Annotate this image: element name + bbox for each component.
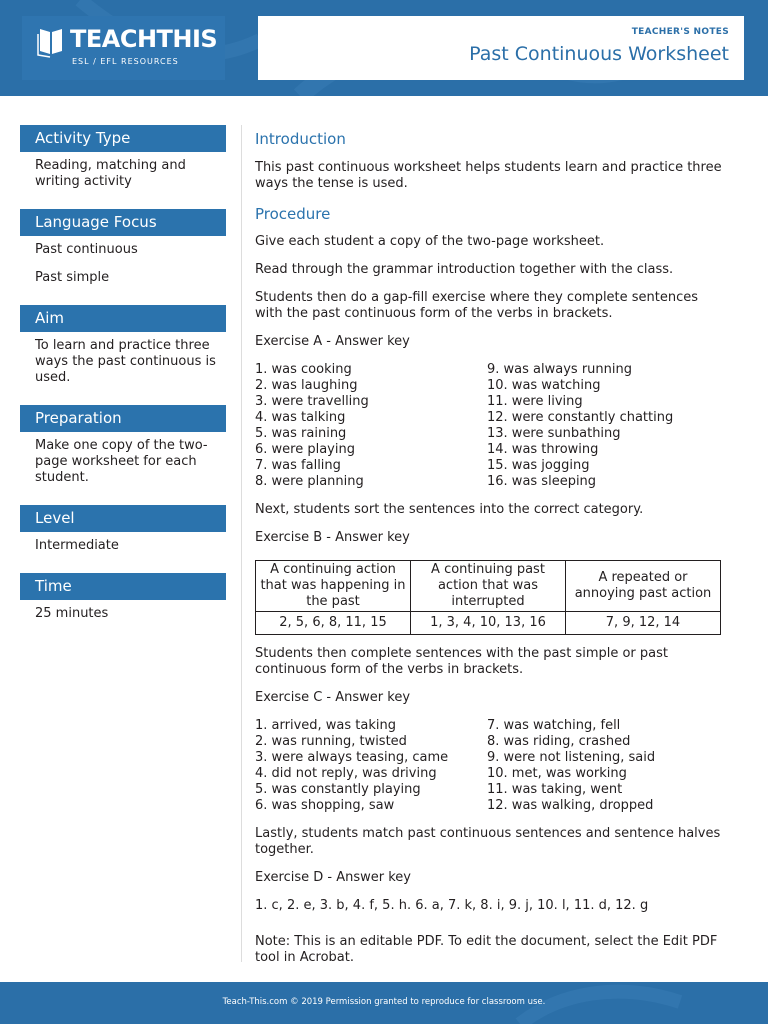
list-item: 3. were always teasing, came xyxy=(255,750,449,765)
table-header-cell: A repeated or annoying past action xyxy=(566,561,721,612)
list-item: 8. were planning xyxy=(255,474,364,489)
list-item: 5. was raining xyxy=(255,426,347,441)
exercise-d-label: Exercise D - Answer key xyxy=(255,870,411,885)
teachers-notes-label: TEACHER'S NOTES xyxy=(631,27,729,37)
list-item: 12. was walking, dropped xyxy=(487,798,654,813)
page-footer xyxy=(0,982,768,1024)
language-focus-item: Past continuous xyxy=(35,242,138,257)
editable-pdf-note: Note: This is an editable PDF. To edit the document, select the Edit PDF tool in Acrobat. xyxy=(255,934,718,965)
logo-subtitle: ESL / EFL RESOURCES xyxy=(72,57,179,66)
table-cell: 1, 3, 4, 10, 13, 16 xyxy=(411,612,566,635)
table-row xyxy=(256,612,721,635)
activity-type-text: Reading, matching and writing activity xyxy=(35,158,186,189)
exercise-b-label: Exercise B - Answer key xyxy=(255,530,410,545)
list-item: 8. was riding, crashed xyxy=(487,734,631,749)
procedure-step: Students then do a gap-fill exercise where they complete sentences with the past continuous form of the verbs in brackets. xyxy=(255,290,699,321)
list-item: 3. were travelling xyxy=(255,394,369,409)
aim-heading: Aim xyxy=(20,305,226,332)
page-title: Past Continuous Worksheet xyxy=(469,43,729,65)
aim-text: To learn and practice three ways the past continuous is used. xyxy=(35,338,216,385)
procedure-step: Give each student a copy of the two-page worksheet. xyxy=(255,234,605,249)
procedure-heading: Procedure xyxy=(255,205,331,223)
language-focus-item: Past simple xyxy=(35,270,110,285)
exercise-b-table xyxy=(255,560,721,635)
time-text: 25 minutes xyxy=(35,606,109,621)
book-icon xyxy=(36,26,66,58)
list-item: 4. was talking xyxy=(255,410,346,425)
procedure-step: Read through the grammar introduction together with the class. xyxy=(255,262,674,277)
list-item: 2. was running, twisted xyxy=(255,734,407,749)
table-row xyxy=(256,561,721,612)
list-item: 2. was laughing xyxy=(255,378,358,393)
sidebar xyxy=(20,125,226,622)
list-item: 5. was constantly playing xyxy=(255,782,421,797)
preparation-heading: Preparation xyxy=(20,405,226,432)
level-heading: Level xyxy=(20,505,226,532)
table-header-cell: A continuing past action that was interrupted xyxy=(411,561,566,612)
preparation-text: Make one copy of the two-page worksheet for each student. xyxy=(35,438,208,485)
list-item: 11. was taking, went xyxy=(487,782,623,797)
table-cell: 7, 9, 12, 14 xyxy=(566,612,721,635)
list-item: 11. were living xyxy=(487,394,583,409)
list-item: 7. was watching, fell xyxy=(487,718,621,733)
table-cell: 2, 5, 6, 8, 11, 15 xyxy=(256,612,411,635)
list-item: 1. was cooking xyxy=(255,362,352,377)
main-content xyxy=(255,129,723,978)
logo-brand-text: TEACHTHIS xyxy=(70,25,218,53)
column-divider xyxy=(241,125,242,962)
activity-type-heading: Activity Type xyxy=(20,125,226,152)
exercise-c-label: Exercise C - Answer key xyxy=(255,690,411,705)
list-item: 15. was jogging xyxy=(487,458,590,473)
list-item: 6. was shopping, saw xyxy=(255,798,395,813)
list-item: 9. were not listening, said xyxy=(487,750,656,765)
list-item: 7. was falling xyxy=(255,458,341,473)
procedure-step: Lastly, students match past continuous sentences and sentence halves together. xyxy=(255,826,721,857)
title-box xyxy=(258,16,744,80)
list-item: 6. were playing xyxy=(255,442,355,457)
table-header-cell: A continuing action that was happening in the past xyxy=(256,561,411,612)
list-item: 14. was throwing xyxy=(487,442,599,457)
exercise-c-answers xyxy=(255,718,723,814)
time-heading: Time xyxy=(20,573,226,600)
level-text: Intermediate xyxy=(35,538,119,553)
procedure-step: Next, students sort the sentences into the correct category. xyxy=(255,502,644,517)
list-item: 16. was sleeping xyxy=(487,474,597,489)
exercise-a-answers xyxy=(255,362,723,490)
introduction-heading: Introduction xyxy=(255,130,346,148)
introduction-text: This past continuous worksheet helps students learn and practice three ways the tense is used. xyxy=(255,160,722,191)
copyright-text: Teach-This.com © 2019 Permission granted to reproduce for classroom use. xyxy=(222,997,546,1007)
list-item: 13. were sunbathing xyxy=(487,426,621,441)
list-item: 10. was watching xyxy=(487,378,601,393)
language-focus-heading: Language Focus xyxy=(20,209,226,236)
list-item: 10. met, was working xyxy=(487,766,627,781)
procedure-step: Students then complete sentences with the past simple or past continuous form of the verbs in brackets. xyxy=(255,646,668,677)
list-item: 4. did not reply, was driving xyxy=(255,766,437,781)
list-item: 9. was always running xyxy=(487,362,632,377)
teachthis-logo xyxy=(22,16,225,80)
list-item: 1. arrived, was taking xyxy=(255,718,396,733)
exercise-a-label: Exercise A - Answer key xyxy=(255,334,410,349)
exercise-d-answers: 1. c, 2. e, 3. b, 4. f, 5. h. 6. a, 7. k, 8. i, 9. j, 10. l, 11. d, 12. g xyxy=(255,898,649,913)
page-header xyxy=(0,0,768,96)
list-item: 12. were constantly chatting xyxy=(487,410,674,425)
